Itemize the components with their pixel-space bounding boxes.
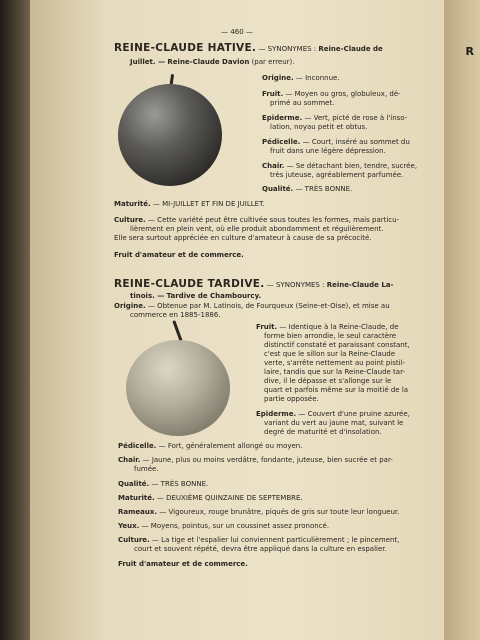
- field-text: — DEUXIÈME QUINZAINE DE SEPTEMBRE.: [156, 494, 303, 502]
- field-text: quart et parfois même sur la moitié de la: [264, 386, 409, 394]
- field-text: verte, s'arrête nettement au point pistil-: [264, 359, 406, 367]
- field-label: Yeux.: [118, 522, 140, 530]
- field-text: — Court, inséré au sommet du: [302, 138, 410, 146]
- field-label: Maturité.: [114, 200, 151, 208]
- field-text: — MI-JUILLET ET FIN DE JUILLET.: [152, 200, 265, 208]
- variety-title: REINE-CLAUDE TARDIVE.: [114, 278, 265, 290]
- field-text: — Couvert d'une pruine azurée,: [298, 410, 410, 418]
- field-text: — Moyen ou gros, globuleux, dé-: [285, 90, 401, 98]
- field-text: — Cette variété peut être cultivée sous toutes les formes, mais particu-: [147, 216, 400, 224]
- field-text: forme bien arrondie, le seul caractère: [264, 332, 397, 340]
- plum-stem: [172, 320, 182, 342]
- field-text: lation, noyau petit et obtus.: [270, 123, 368, 131]
- field-text: degré de maturité et d'insolation.: [264, 428, 382, 436]
- field-text: Elle sera surtout appréciée en culture d'amateur à cause de sa précocité.: [114, 234, 372, 242]
- field-label: Rameaux.: [118, 508, 158, 516]
- field-text: — Jaune, plus ou moins verdâtre, fondante, juteuse, bien sucrée et par-: [142, 456, 393, 464]
- field-text: variant du vert au jaune mat, suivant le: [264, 419, 404, 427]
- origine-field: [262, 74, 340, 84]
- field-text: — La tige et l'espalier lui conviennent particulièrement ; le pincement,: [151, 536, 400, 544]
- variety-title: REINE-CLAUDE HATIVE.: [114, 42, 257, 54]
- field-text: c'est que le sillon sur la Reine-Claude: [264, 350, 396, 358]
- field-text: — Vert, picté de rose à l'inso-: [304, 114, 408, 122]
- field-label: Fruit.: [256, 323, 278, 331]
- field-label: Fruit.: [262, 90, 284, 98]
- synonym-line: [130, 58, 295, 68]
- field-label: Chair.: [262, 162, 285, 170]
- maturite-field: [114, 200, 265, 210]
- field-label: Culture.: [114, 216, 146, 224]
- field-label: Epiderme.: [256, 410, 297, 418]
- page-number: — 460 —: [221, 28, 253, 36]
- entry-heading: [114, 280, 393, 291]
- synonyms-label: — SYNONYMES :: [266, 281, 325, 289]
- field-text: distinctif constaté et paraissant constant,: [264, 341, 410, 349]
- field-text: — Moyens, pointus, sur un coussinet assez prononcé.: [141, 522, 330, 530]
- field-text: — Inconnue.: [295, 74, 340, 82]
- field-text: — Vigoureux, rouge brunâtre, piqués de gris sur toute leur longueur.: [159, 508, 400, 516]
- plum-photo-tardive: [126, 340, 230, 436]
- synonym-text: Juillet. — Reine-Claude Davion: [130, 58, 250, 66]
- pedicelle-field: [118, 442, 302, 452]
- commerce-note: Fruit d'amateur et de commerce.: [118, 560, 248, 568]
- field-text: commerce en 1885-1886.: [130, 311, 221, 319]
- synonym-note: (par erreur).: [251, 58, 295, 66]
- plum-photo-hative: [118, 84, 222, 186]
- field-text: fumée.: [134, 465, 159, 473]
- synonym-text: Reine-Claude La-: [326, 281, 394, 289]
- field-text: dive, il le dépasse et s'allonge sur le: [264, 377, 392, 385]
- field-label: Origine.: [262, 74, 294, 82]
- field-text: — Identique à la Reine-Claude, de: [279, 323, 399, 331]
- field-text: — TRÈS BONNE.: [151, 480, 209, 488]
- field-text: lièrement en plein vent, où elle produit abondamment et régulièrement.: [130, 225, 384, 233]
- field-text: — Fort, généralement allongé ou moyen.: [158, 442, 303, 450]
- field-text: — Se détachant bien, tendre, sucrée,: [286, 162, 418, 170]
- synonym-line: tinois. — Tardive de Chambourcy.: [130, 292, 262, 300]
- field-label: Chair.: [118, 456, 141, 464]
- commerce-note: Fruit d'amateur et de commerce.: [114, 251, 244, 259]
- chair-field: [118, 456, 393, 466]
- qualite-field: [262, 185, 352, 195]
- qualite-field: [118, 480, 208, 490]
- adjacent-page: [440, 0, 480, 640]
- field-label: Pédicelle.: [262, 138, 301, 146]
- field-label: Epiderme.: [262, 114, 303, 122]
- field-label: Pédicelle.: [118, 442, 157, 450]
- rameaux-field: [118, 508, 399, 518]
- maturite-field: [118, 494, 303, 504]
- field-label: Qualité.: [118, 480, 150, 488]
- field-text: — TRÈS BONNE.: [295, 185, 353, 193]
- adjacent-page-letter: R: [465, 45, 474, 58]
- synonyms-label: — SYNONYMES :: [258, 45, 317, 53]
- field-text: primé au sommet.: [270, 99, 335, 107]
- entry-heading: [114, 44, 383, 55]
- field-text: partie opposée.: [264, 395, 319, 403]
- field-label: Qualité.: [262, 185, 294, 193]
- field-text: fruit dans une légère dépression.: [270, 147, 386, 155]
- book-page: [30, 0, 444, 640]
- yeux-field: [118, 522, 329, 532]
- synonym-text: Reine-Claude de: [318, 45, 383, 53]
- field-label: Maturité.: [118, 494, 155, 502]
- field-text: laire, tandis que sur la Reine-Claude tar-: [264, 368, 406, 376]
- field-label: Culture.: [118, 536, 150, 544]
- field-text: — Obtenue par M. Latinois, de Fourqueux (Seine-et-Oise), et mise au: [147, 302, 390, 310]
- field-label: Origine.: [114, 302, 146, 310]
- field-text: court et souvent répété, devra être appliqué dans la culture en espalier.: [134, 545, 387, 553]
- field-text: très juteuse, agréablement parfumée.: [270, 171, 404, 179]
